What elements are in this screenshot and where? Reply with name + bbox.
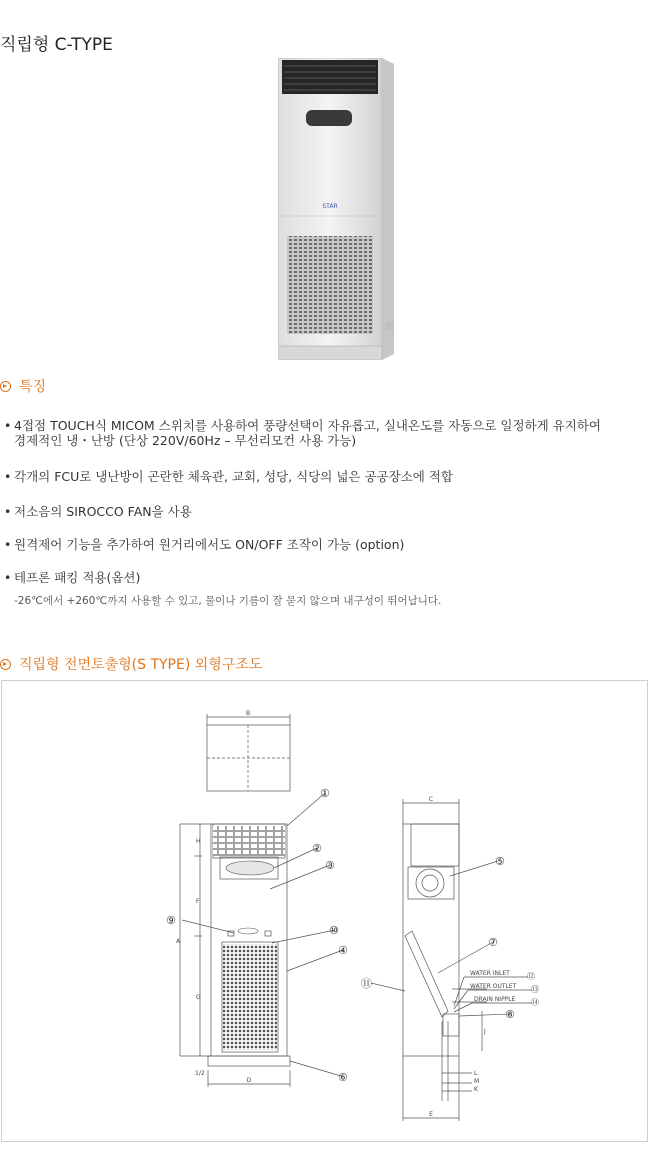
product-image (278, 58, 396, 360)
drawing-frame (1, 680, 648, 1142)
svg-text:⑬: ⑬ (531, 985, 539, 994)
svg-text:③: ③ (325, 859, 335, 872)
svg-text:⑦: ⑦ (488, 936, 498, 949)
arrow-circle-icon (0, 659, 11, 670)
svg-text:WATER OUTLET: WATER OUTLET (470, 983, 517, 990)
feature-item: • 테프론 패킹 적용(옵션) (4, 570, 141, 585)
svg-text:A: A (176, 938, 181, 945)
svg-text:B: B (245, 710, 251, 717)
product-logo: STAR (322, 203, 338, 210)
svg-text:D: D (246, 1077, 252, 1084)
svg-text:⑤: ⑤ (495, 855, 505, 868)
svg-text:②: ② (312, 842, 322, 855)
feature-item: • 4접점 TOUCH식 MICOM 스위치를 사용하여 풍량선택이 자유롭고, 실내온도를 자동으로 일정하게 유지하여 경제적인 냉・난방 (단상 220V/60Hz – 무선리모컨 사용 가능) (4, 418, 602, 448)
svg-text:⑨: ⑨ (166, 914, 176, 927)
outline-drawing (2, 681, 649, 1143)
feature-item: • 저소음의 SIROCCO FAN을 사용 (4, 504, 192, 519)
drawing-heading: 직립형 전면토출형(S TYPE) 외형구조도 (0, 654, 262, 674)
svg-text:⑥: ⑥ (338, 1071, 348, 1084)
feature-item: • 각개의 FCU로 냉난방이 곤란한 체육관, 교회, 성당, 식당의 넓은 공공장소에 적합 (4, 469, 453, 484)
svg-text:K: K (474, 1086, 478, 1093)
svg-text:DRAIN NIPPLE: DRAIN NIPPLE (474, 996, 516, 1003)
features-heading: 특징 (0, 376, 46, 396)
svg-text:⑪: ⑪ (361, 977, 372, 990)
page-title: 직립형 C-TYPE (0, 35, 113, 55)
svg-text:C: C (428, 796, 434, 803)
feature-item: • 원격제어 기능을 추가하여 원거리에서도 ON/OFF 조작이 가능 (option) (4, 537, 405, 552)
svg-text:⑫: ⑫ (527, 972, 535, 981)
svg-text:⑧: ⑧ (505, 1008, 515, 1021)
svg-text:M: M (474, 1078, 480, 1085)
svg-text:F: F (196, 898, 200, 905)
svg-text:L: L (474, 1070, 478, 1077)
svg-text:G: G (196, 994, 201, 1001)
svg-text:WATER INLET: WATER INLET (470, 970, 510, 977)
svg-text:E: E (429, 1111, 433, 1118)
svg-text:①: ① (320, 787, 330, 800)
svg-text:1/2: 1/2 (195, 1070, 205, 1077)
svg-text:J: J (484, 1028, 486, 1035)
svg-text:⑭: ⑭ (531, 998, 539, 1007)
svg-text:④: ④ (338, 944, 348, 957)
arrow-circle-icon (0, 381, 11, 392)
svg-text:H: H (196, 838, 201, 845)
feature-subnote: -26℃에서 +260℃까지 사용할 수 있고, 물이나 기름이 잘 묻지 않으며 내구성이 뛰어납니다. (14, 595, 442, 607)
svg-text:⑩: ⑩ (329, 924, 339, 937)
